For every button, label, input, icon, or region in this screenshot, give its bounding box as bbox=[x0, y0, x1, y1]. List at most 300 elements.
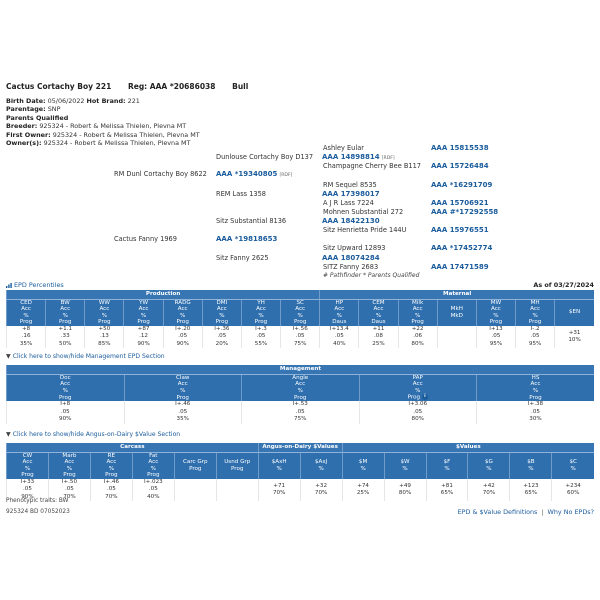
cell-line-pct: 40% bbox=[333, 340, 346, 347]
col-header-line: $C bbox=[569, 459, 577, 466]
pedigree-ssd bbox=[323, 162, 421, 170]
cell-line-pct: 95% bbox=[489, 340, 503, 347]
cell-line-value: I+.50 bbox=[61, 478, 78, 485]
owners: 925324 - Robert & Melissa Thielen, Plevna MT bbox=[43, 139, 191, 148]
col-header-line: Usnd Grp bbox=[224, 459, 251, 466]
owners-label: Owner(s): bbox=[6, 139, 42, 148]
epd-table bbox=[6, 290, 594, 348]
col-header-line: Prog bbox=[254, 319, 268, 326]
ped-reg-link[interactable]: AAA #*17292558 bbox=[431, 208, 499, 216]
col-cell-dollar-axh bbox=[258, 479, 300, 501]
col-header-doc bbox=[7, 374, 125, 401]
col-header-line: % bbox=[318, 465, 324, 472]
col-header-line: MH bbox=[530, 299, 540, 306]
col-header-line: Prog bbox=[59, 319, 72, 326]
ped-reg-link[interactable]: AAA *17452774 bbox=[431, 244, 493, 252]
col-header-line: % bbox=[219, 312, 225, 319]
management-table bbox=[6, 365, 594, 424]
col-header-milk bbox=[398, 299, 437, 326]
cell-line-value: I+.46 bbox=[175, 401, 191, 408]
col-cell-dollar-m bbox=[342, 479, 384, 501]
col-header-mh bbox=[516, 299, 555, 326]
cell-line-value: +74 bbox=[357, 482, 369, 489]
col-header-dollar-en bbox=[555, 299, 594, 326]
col-cell-dollar-c bbox=[552, 479, 594, 501]
col-header-dollar-b bbox=[510, 452, 552, 479]
col-cell-cem bbox=[359, 326, 398, 348]
cell-line-acc: .05 bbox=[178, 408, 188, 415]
col-header-line: Acc bbox=[491, 306, 501, 313]
cell-line-pct: 70% bbox=[482, 489, 496, 496]
col-header-dollar-c bbox=[552, 452, 594, 479]
group-production: Production bbox=[7, 290, 320, 299]
cell-line-acc: .33 bbox=[60, 333, 70, 340]
cell-line-value: I+13 bbox=[489, 325, 503, 332]
col-header-line: % bbox=[532, 387, 539, 394]
ped-reg-link[interactable]: AAA 14898814 bbox=[322, 153, 380, 161]
col-header-line: % bbox=[66, 465, 73, 472]
col-header-line: MW bbox=[490, 299, 502, 306]
cell-line-pct: 70% bbox=[105, 493, 118, 500]
birth-date: 05/06/2022 bbox=[47, 97, 85, 105]
ped-reg-link[interactable]: AAA 15706921 bbox=[431, 199, 489, 207]
cell-line-value: I+8 bbox=[60, 401, 71, 408]
col-header-line: Prog bbox=[528, 319, 542, 326]
col-header-mkh bbox=[437, 299, 476, 326]
col-header-line: CEM bbox=[372, 299, 385, 306]
col-header-line: Prog bbox=[189, 465, 202, 472]
pedigree-legend: # Pathfinder * Parents Qualified bbox=[323, 272, 420, 279]
pedigree-ds-reg[interactable] bbox=[322, 217, 380, 225]
col-header-line: % bbox=[402, 465, 408, 472]
pedigree-dam-reg[interactable] bbox=[216, 235, 277, 243]
col-header-line: Acc bbox=[177, 306, 188, 313]
phenotypic-traits: Phenotypic traits: BW bbox=[6, 498, 69, 504]
cell-line-pct: 70% bbox=[63, 493, 76, 500]
col-header-line: Acc bbox=[106, 459, 117, 466]
col-cell-angle bbox=[242, 401, 360, 423]
cell-line-pct: 60% bbox=[566, 489, 580, 496]
col-header-line: Prog bbox=[176, 319, 189, 326]
pedigree-dss-reg[interactable] bbox=[431, 208, 498, 216]
first-owner: 925324 - Robert & Melissa Thielen, Plevna MT bbox=[52, 130, 200, 139]
footer-links bbox=[458, 508, 594, 516]
col-cell-fat bbox=[132, 479, 174, 501]
carcass-table bbox=[6, 443, 594, 501]
hot-brand: 221 bbox=[127, 97, 140, 105]
cell-line-acc: .05 bbox=[106, 486, 116, 493]
ped-name: Sitz Fanny 2625 bbox=[216, 254, 269, 262]
cell-line-pct: 25% bbox=[356, 489, 370, 496]
chart-icon bbox=[6, 283, 12, 288]
pedigree-sss bbox=[323, 144, 364, 152]
col-header-line: $M bbox=[358, 459, 368, 466]
cell-line-acc: .16 bbox=[21, 333, 31, 340]
col-header-dollar-m bbox=[342, 452, 384, 479]
group-maternal: Maternal bbox=[320, 290, 594, 299]
col-header-line: CW bbox=[22, 452, 33, 459]
col-header-dollar-w bbox=[384, 452, 426, 479]
epd-definitions-link[interactable]: EPD & $Value Definitions bbox=[457, 508, 538, 516]
why-no-epds-link[interactable]: Why No EPDs? bbox=[547, 508, 594, 516]
col-header-line: Prog bbox=[294, 394, 307, 401]
col-header-fat bbox=[132, 452, 174, 479]
cell-line-pct: 55% bbox=[254, 340, 268, 347]
ped-name: REM Lass 1358 bbox=[216, 190, 266, 198]
col-header-line: % bbox=[108, 465, 115, 472]
col-cell-dollar-axj bbox=[300, 479, 342, 501]
ped-name: A J R Lass 7224 bbox=[323, 199, 374, 207]
epd-title-text: EPD Percentiles bbox=[14, 281, 64, 289]
cell-line-acc: .12 bbox=[139, 333, 148, 340]
col-header-line: % bbox=[62, 387, 68, 394]
pedigree-sss-reg[interactable] bbox=[431, 144, 489, 152]
cell-line-value: I+3.06 bbox=[408, 401, 428, 408]
pedigree-sds-reg[interactable] bbox=[431, 181, 492, 189]
col-header-carc-grp bbox=[174, 452, 216, 479]
col-header-line: DMI bbox=[216, 299, 228, 306]
col-header-line: Daus bbox=[371, 319, 386, 326]
cell-line-pct: 90% bbox=[21, 493, 34, 500]
ped-reg-link[interactable]: AAA 17471589 bbox=[431, 263, 489, 271]
col-header-line: Acc bbox=[373, 306, 384, 313]
col-header-line: Prog bbox=[489, 319, 503, 326]
col-cell-dollar-f bbox=[426, 479, 468, 501]
management-toggle-text[interactable]: Click here to show/hide Management EPD Section bbox=[12, 353, 165, 360]
animal-info bbox=[6, 97, 266, 147]
carcass-toggle-text[interactable]: Click here to show/hide Angus-on-Dairy $Value Section bbox=[12, 431, 181, 438]
col-header-line: % bbox=[180, 312, 186, 319]
cell-line-pct: 90% bbox=[137, 340, 150, 347]
cell-line-value: +123 bbox=[523, 482, 539, 489]
cell-line-pct: 75% bbox=[294, 416, 307, 423]
col-cell-hp bbox=[320, 326, 359, 348]
group-dollar-values: $Values bbox=[342, 443, 594, 452]
col-header-line: % bbox=[360, 465, 366, 472]
ped-reg-link[interactable]: AAA 18074284 bbox=[322, 254, 380, 262]
col-header-line: Prog bbox=[19, 319, 33, 326]
pedigree-sd-reg[interactable] bbox=[322, 190, 380, 198]
cell-line-value: +31 bbox=[568, 329, 581, 336]
footer-code: 925324 BD 07052023 bbox=[6, 509, 70, 515]
col-header-line: % bbox=[150, 465, 156, 472]
animal-reg: Reg: AAA *20686038 bbox=[127, 82, 216, 91]
management-toggle-link[interactable] bbox=[6, 353, 165, 360]
col-header-mw bbox=[476, 299, 515, 326]
col-header-claw bbox=[124, 374, 242, 401]
cell-line-value: +8 bbox=[21, 325, 31, 332]
col-header-line: Acc bbox=[216, 306, 227, 313]
col-header-line: $F bbox=[443, 459, 451, 466]
cell-line-value: I+.56 bbox=[292, 325, 308, 332]
col-header-line: % bbox=[493, 312, 499, 319]
col-header-line: Prog bbox=[231, 465, 244, 472]
cell-line-pct: 35% bbox=[19, 340, 33, 347]
col-header-line: % bbox=[532, 312, 538, 319]
cell-line-acc: .05 bbox=[530, 333, 540, 340]
pedigree-sdd-reg[interactable] bbox=[431, 199, 489, 207]
cell-line-value: +11 bbox=[372, 325, 385, 332]
pedigree-dsd bbox=[323, 226, 406, 234]
col-header-re bbox=[90, 452, 132, 479]
cell-line-acc: .05 bbox=[256, 333, 266, 340]
ped-name: RM Sequel 8535 bbox=[323, 181, 377, 189]
col-header-line: Prog bbox=[137, 319, 150, 326]
pedigree-sd bbox=[216, 190, 266, 198]
col-header-line: CED bbox=[20, 299, 32, 306]
col-header-dollar-g bbox=[468, 452, 510, 479]
col-header-line: $G bbox=[485, 459, 493, 466]
cell-line-pct: 30% bbox=[529, 416, 542, 423]
col-header-line: Prog bbox=[176, 394, 189, 401]
col-header-line: % bbox=[486, 465, 492, 472]
col-header-angle bbox=[242, 374, 360, 401]
col-cell-claw bbox=[124, 401, 242, 423]
cell-line-acc: .05 bbox=[491, 333, 501, 340]
pedigree-dsd-reg[interactable] bbox=[431, 226, 489, 234]
col-header-line: % bbox=[23, 312, 29, 319]
cell-line-pct: 65% bbox=[524, 489, 538, 496]
cell-line-acc: .05 bbox=[531, 408, 540, 415]
col-header-line: Prog bbox=[215, 319, 229, 326]
col-cell-ww bbox=[85, 326, 124, 348]
first-owner-label: First Owner: bbox=[6, 130, 51, 139]
ped-reg-link[interactable]: AAA 15726484 bbox=[431, 162, 489, 170]
col-header-line: Prog bbox=[293, 319, 307, 326]
col-cell-milk bbox=[398, 326, 437, 348]
cell-line-pct: 80% bbox=[411, 416, 424, 423]
col-cell-mw bbox=[476, 326, 515, 348]
breeder: 925324 - Robert & Melissa Thielen, Plevna MT bbox=[39, 122, 187, 131]
col-header-line: MkD bbox=[450, 312, 463, 319]
col-header-line: Prog i bbox=[360, 394, 477, 401]
group-management: Management bbox=[7, 365, 595, 374]
col-header-line: Prog bbox=[98, 319, 111, 326]
cell-line-pct: 50% bbox=[59, 340, 72, 347]
col-header-line: Acc bbox=[99, 306, 110, 313]
cell-line-value: +234 bbox=[565, 482, 581, 489]
cell-line-value: +42 bbox=[483, 482, 495, 489]
col-header-line: Acc bbox=[334, 306, 345, 313]
ped-reg-link[interactable]: AAA 15815538 bbox=[431, 144, 489, 152]
pedigree-ddd bbox=[323, 263, 378, 271]
animal-header bbox=[6, 82, 262, 91]
pedigree-ddd-reg[interactable] bbox=[431, 263, 489, 271]
col-header-line: Angle bbox=[292, 374, 309, 381]
col-cell-yw bbox=[124, 326, 163, 348]
cell-line-value: I+.38 bbox=[527, 401, 544, 408]
col-header-line: Doc bbox=[59, 374, 71, 381]
cell-line-value: +49 bbox=[399, 482, 411, 489]
col-header-line: Acc bbox=[256, 306, 266, 313]
cell-line-value: +50 bbox=[98, 325, 111, 332]
col-header-usnd-grp bbox=[216, 452, 258, 479]
col-cell-usnd-grp bbox=[216, 479, 258, 501]
cell-line-pct: 25% bbox=[372, 340, 385, 347]
col-header-cem bbox=[359, 299, 398, 326]
pedigree-ssd-reg[interactable] bbox=[431, 162, 489, 170]
cell-line-pct: 20% bbox=[215, 340, 229, 347]
ped-name: Mohnen Substantial 272 bbox=[323, 208, 404, 216]
col-header-line: % bbox=[570, 465, 576, 472]
cell-line-acc: .05 bbox=[295, 333, 305, 340]
col-header-line: Acc bbox=[295, 381, 306, 388]
col-header-radg bbox=[163, 299, 202, 326]
col-header-yh bbox=[241, 299, 280, 326]
pedigree-dd-reg[interactable] bbox=[322, 254, 380, 262]
cell-line-pct: 70% bbox=[314, 489, 328, 496]
pedigree-ss-reg[interactable] bbox=[322, 153, 395, 161]
cell-line-pct: 80% bbox=[411, 340, 424, 347]
pedigree-dam bbox=[114, 235, 177, 243]
col-header-ced bbox=[7, 299, 46, 326]
col-header-line: Prog bbox=[529, 394, 542, 401]
pedigree-dds bbox=[323, 244, 385, 252]
epd-title[interactable] bbox=[6, 281, 64, 289]
col-header-dollar-axh bbox=[258, 452, 300, 479]
cell-line-value: I-.2 bbox=[530, 325, 540, 332]
col-header-line: Acc bbox=[295, 306, 306, 313]
col-cell-mh bbox=[516, 326, 555, 348]
cell-line-value: +1.1 bbox=[58, 325, 73, 332]
cell-line-pct: 10% bbox=[568, 336, 581, 343]
cell-line-acc: .13 bbox=[99, 333, 109, 340]
pedigree-ds bbox=[216, 217, 286, 225]
col-header-line: Prog bbox=[411, 319, 424, 326]
col-header-cw bbox=[7, 452, 49, 479]
pedigree-ss bbox=[216, 153, 313, 161]
col-header-line: % bbox=[180, 387, 186, 394]
col-header-line: RADG bbox=[174, 299, 191, 306]
col-header-line: Acc bbox=[22, 459, 33, 466]
col-header-line: Acc bbox=[530, 381, 541, 388]
cell-line-value: +87 bbox=[137, 325, 150, 332]
col-header-line: $B bbox=[527, 459, 535, 466]
col-header-dollar-f bbox=[426, 452, 468, 479]
col-header-line: Prog bbox=[147, 472, 160, 479]
col-cell-dollar-g bbox=[468, 479, 510, 501]
col-header-line: Acc bbox=[530, 306, 541, 313]
col-cell-dollar-en bbox=[555, 326, 594, 348]
ped-reg-link[interactable]: AAA *19340805 bbox=[216, 170, 278, 178]
cell-line-value: I+.53 bbox=[292, 401, 308, 408]
breeder-label: Breeder: bbox=[6, 122, 38, 131]
col-header-dmi bbox=[202, 299, 241, 326]
ped-reg-link[interactable]: AAA *16291709 bbox=[431, 181, 493, 189]
col-header-line: PAP bbox=[412, 374, 423, 381]
col-header-line: WW bbox=[98, 299, 110, 306]
hot-brand-label: Hot Brand: bbox=[86, 97, 126, 105]
cell-line-pct: 90% bbox=[59, 416, 72, 423]
col-header-line: $EN bbox=[568, 309, 581, 316]
ped-reg-link[interactable]: AAA 15976551 bbox=[431, 226, 489, 234]
col-header-line: Acc bbox=[138, 306, 149, 313]
col-header-line: % bbox=[297, 312, 303, 319]
col-header-line: RE bbox=[107, 452, 116, 459]
pedigree-sire-reg[interactable] bbox=[216, 170, 292, 178]
col-header-line: SC bbox=[296, 299, 304, 306]
cell-line-acc: .05 bbox=[295, 408, 305, 415]
animal-name: Cactus Cortachy Boy 221 bbox=[6, 82, 112, 91]
col-header-line: MkH bbox=[450, 306, 463, 313]
col-header-line: % bbox=[444, 465, 450, 472]
cell-line-acc: .06 bbox=[413, 333, 423, 340]
col-cell-hs bbox=[477, 401, 595, 423]
col-header-line: YW bbox=[139, 299, 149, 306]
cell-line-acc: .05 bbox=[413, 408, 423, 415]
ped-reg-link[interactable]: AAA 17398017 bbox=[322, 190, 380, 198]
col-header-line: HS bbox=[531, 374, 540, 381]
col-header-ww bbox=[85, 299, 124, 326]
carcass-toggle-link[interactable] bbox=[6, 431, 180, 438]
col-header-line: % bbox=[414, 312, 421, 319]
cell-line-acc: .05 bbox=[23, 486, 32, 493]
cell-line-pct: 65% bbox=[440, 489, 454, 496]
col-header-line: % bbox=[375, 312, 382, 319]
col-header-line: YH bbox=[257, 299, 265, 306]
col-header-sc bbox=[281, 299, 320, 326]
parents-qualified: Parents Qualified bbox=[6, 113, 69, 122]
cell-line-value: +71 bbox=[273, 482, 286, 489]
cell-line-acc: .05 bbox=[148, 486, 158, 493]
col-header-line: $W bbox=[400, 459, 410, 466]
col-header-line: Prog bbox=[21, 472, 34, 479]
cell-line-pct: 85% bbox=[98, 340, 111, 347]
ped-name: Dunlouse Cortachy Boy D137 bbox=[216, 153, 314, 161]
col-header-line: Carc Grp bbox=[183, 459, 208, 466]
col-header-line: Prog bbox=[59, 394, 72, 401]
epd-title-bar bbox=[6, 281, 594, 290]
ped-name: Sitz Upward 12893 bbox=[323, 244, 386, 252]
col-cell-re bbox=[90, 479, 132, 501]
col-cell-bw bbox=[46, 326, 85, 348]
cell-line-pct: 35% bbox=[176, 416, 189, 423]
cell-line-acc: .05 bbox=[334, 333, 344, 340]
col-cell-dollar-b bbox=[510, 479, 552, 501]
cell-line-pct: 75% bbox=[293, 340, 307, 347]
col-header-line: % bbox=[101, 312, 108, 319]
col-header-hp bbox=[320, 299, 359, 326]
col-header-dollar-axj bbox=[300, 452, 342, 479]
animal-sex: Bull bbox=[232, 82, 249, 91]
ped-reg-link[interactable]: AAA 18422130 bbox=[322, 217, 380, 225]
parentage: SNP bbox=[47, 105, 61, 114]
birth-date-label: Birth Date: bbox=[6, 97, 46, 105]
cell-line-acc: .05 bbox=[60, 408, 70, 415]
col-cell-ced bbox=[7, 326, 46, 348]
col-header-line: Acc bbox=[412, 306, 423, 313]
pedigree-sire bbox=[114, 170, 207, 178]
cell-line-value: I+13.4 bbox=[329, 325, 349, 332]
pedigree-dd bbox=[216, 254, 269, 262]
ped-reg-link[interactable]: AAA *19818653 bbox=[216, 235, 278, 243]
pedigree-dds-reg[interactable] bbox=[431, 244, 492, 252]
col-header-line: % bbox=[258, 312, 264, 319]
pedigree-sds bbox=[323, 181, 377, 189]
cell-line-value: I+.20 bbox=[175, 325, 191, 332]
col-cell-mkh bbox=[437, 326, 476, 348]
col-cell-dmi bbox=[202, 326, 241, 348]
col-header-line: Acc bbox=[148, 459, 159, 466]
cell-line-value: I+.023 bbox=[143, 478, 163, 485]
ped-name: Sitz Henrietta Pride 144U bbox=[323, 226, 407, 234]
col-header-line: Acc bbox=[177, 381, 188, 388]
info-icon: i bbox=[422, 394, 428, 400]
cell-line-acc: .05 bbox=[217, 333, 227, 340]
col-header-line: Fat bbox=[149, 452, 158, 459]
col-header-hs bbox=[477, 374, 595, 401]
as-of-date: As of 03/27/2024 bbox=[533, 281, 594, 289]
